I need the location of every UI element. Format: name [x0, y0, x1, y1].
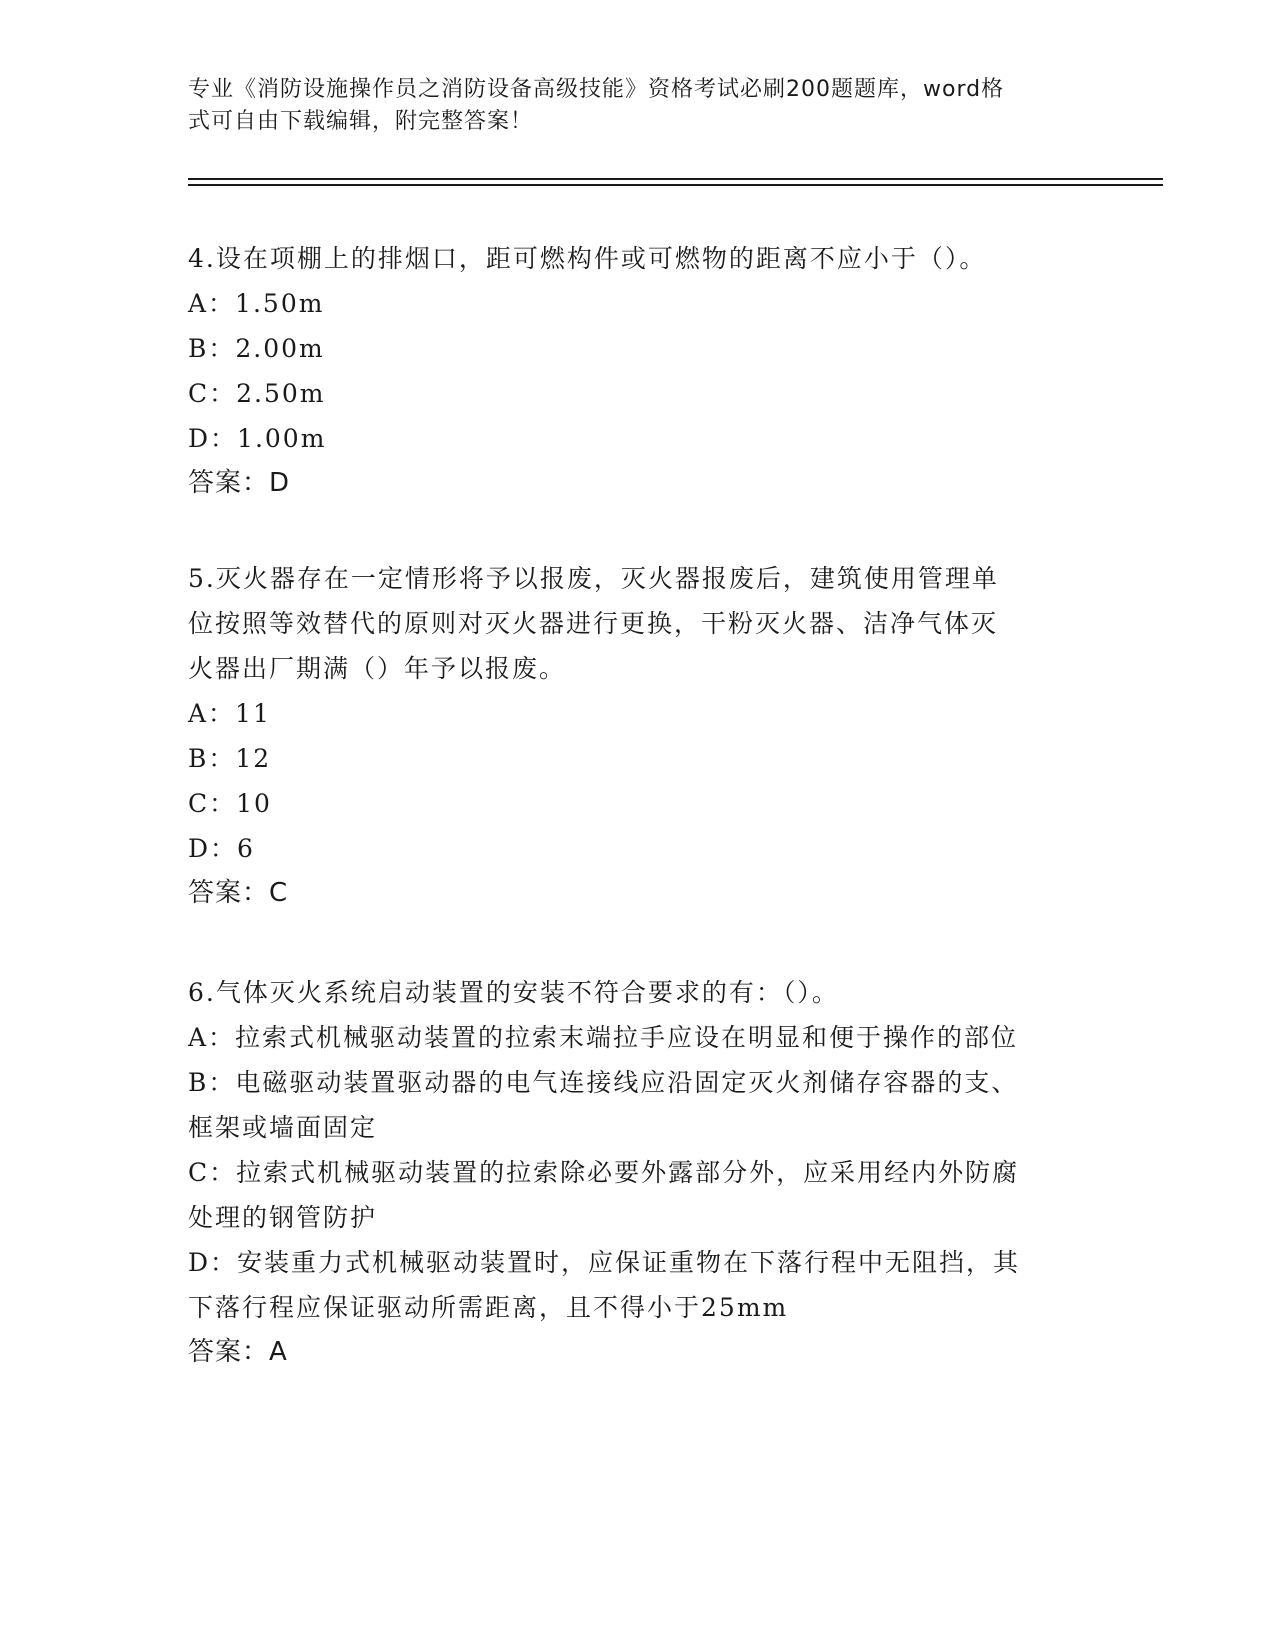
option-b: B：2.00m	[188, 334, 325, 363]
option-d: D：6	[188, 834, 255, 863]
question-4	[188, 236, 1088, 506]
option-c-line-2: 处理的钢管防护	[188, 1203, 378, 1232]
option-a: A：拉索式机械驱动装置的拉索末端拉手应设在明显和便于操作的部位	[188, 1023, 1019, 1052]
answer: 答案：C	[188, 878, 289, 908]
header-line-1: 专业《消防设施操作员之消防设备高级技能》资格考试必刷200题题库，word格	[188, 77, 1005, 102]
question-stem-line-2: 位按照等效替代的原则对灭火器进行更换，干粉灭火器、洁净气体灭	[188, 609, 999, 638]
answer: 答案：A	[188, 1337, 288, 1367]
option-c: C：2.50m	[188, 379, 326, 408]
option-a: A：11	[188, 699, 271, 728]
header-line-2: 式可自由下载编辑，附完整答案！	[188, 109, 534, 134]
option-a: A：1.50m	[188, 289, 325, 318]
question-stem-line-1: 5.灭火器存在一定情形将予以报废，灭火器报废后，建筑使用管理单	[188, 564, 999, 593]
option-d-line-1: D：安装重力式机械驱动装置时，应保证重物在下落行程中无阻挡，其	[188, 1248, 1021, 1277]
option-b-line-1: B：电磁驱动装置驱动器的电气连接线应沿固定灭火剂储存容器的支、	[188, 1068, 1019, 1097]
header-rule-bottom	[188, 184, 1163, 186]
option-d: D：1.00m	[188, 424, 327, 453]
option-c-line-1: C：拉索式机械驱动装置的拉索除必要外露部分外，应采用经内外防腐	[188, 1158, 1020, 1187]
option-b: B：12	[188, 744, 272, 773]
option-b-line-2: 框架或墙面固定	[188, 1113, 378, 1142]
header-rule-top	[188, 178, 1163, 180]
question-stem: 4.设在项棚上的排烟口，距可燃构件或可燃物的距离不应小于（）。	[188, 244, 987, 273]
question-6	[188, 970, 1088, 1375]
question-stem-line-3: 火器出厂期满（）年予以报废。	[188, 654, 567, 683]
question-5	[188, 556, 1088, 916]
answer: 答案：D	[188, 468, 291, 498]
question-stem: 6.气体灭火系统启动装置的安装不符合要求的有：（）。	[188, 978, 839, 1007]
option-d-line-2: 下落行程应保证驱动所需距离，且不得小于25mm	[188, 1293, 789, 1322]
option-c: C：10	[188, 789, 272, 818]
document-header	[188, 74, 1088, 138]
